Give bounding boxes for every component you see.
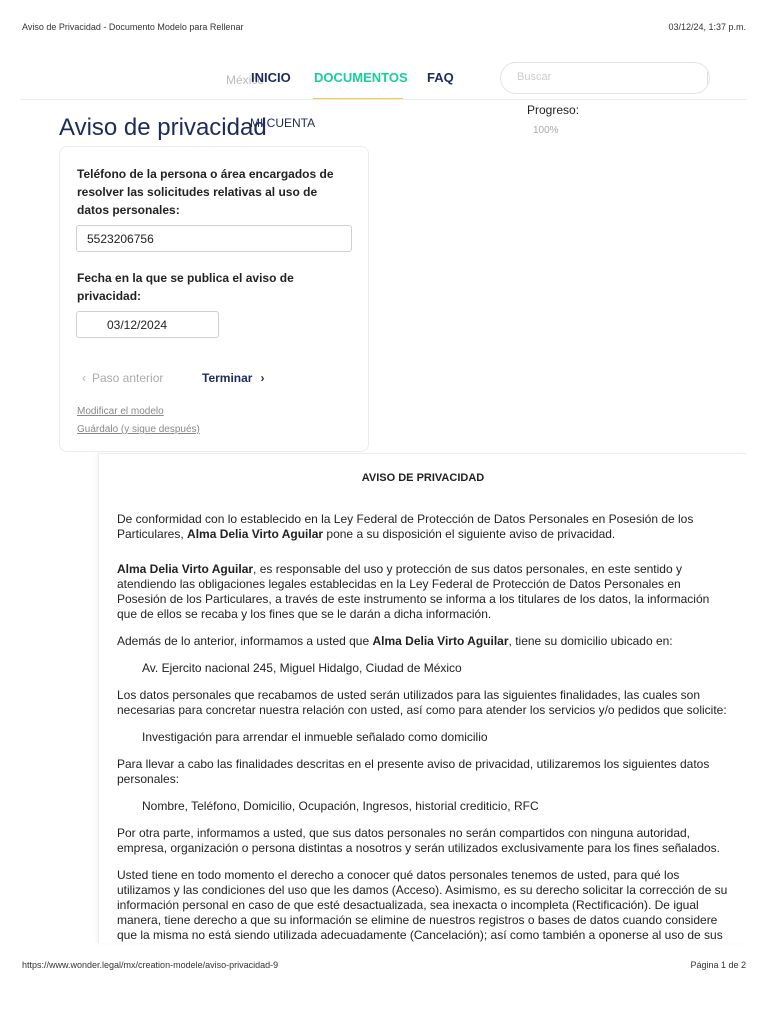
document-paragraph: De conformidad con lo establecido en la Ley Federal de Protección de Datos Personales en Posesión de los Particulares, Alma Delia Virto Aguilar pone a su disposición el siguiente aviso de privacidad. <box>117 512 694 541</box>
nav-documentos[interactable]: DOCUMENTOS <box>314 70 408 85</box>
phone-field-label: Teléfono de la persona o área encargados de resolver las solicitudes relativas al uso de datos personales: <box>77 167 334 217</box>
print-title: Aviso de Privacidad - Documento Modelo para Rellenar <box>22 22 244 32</box>
previous-step-label: Paso anterior <box>92 371 164 385</box>
document-address: Av. Ejercito nacional 245, Miguel Hidalgo, Ciudad de México <box>142 661 462 675</box>
print-page-number: Página 1 de 2 <box>690 960 746 970</box>
form-card <box>59 146 369 452</box>
modify-model-link[interactable]: Modificar el modelo <box>77 406 164 417</box>
nav-divider <box>20 99 746 100</box>
document-paragraph: Además de lo anterior, informamos a usted que Alma Delia Virto Aguilar, tiene su domicilio ubicado en: <box>117 634 673 648</box>
document-paragraph: Para llevar a cabo las finalidades descritas en el presente aviso de privacidad, utilizaremos los siguientes datos personales: <box>117 757 710 786</box>
document-paragraph: Los datos personales que recabamos de usted serán utilizados para las siguientes finalidades, las cuales son necesarias para concretar nuestra relación con usted, así como para atender los servicios y/o pedidos que solicite: <box>117 688 727 717</box>
previous-step-button[interactable] <box>82 371 163 385</box>
document-paragraph: Por otra parte, informamos a usted, que sus datos personales no serán compartidos con ninguna autoridad, empresa, organización o persona distintas a nosotros y serán utilizados exclusivamente para los fines señalados. <box>117 826 720 855</box>
document-preview <box>98 453 746 943</box>
progress-value: 100% <box>533 125 559 136</box>
owner-name: Alma Delia Virto Aguilar <box>117 562 254 576</box>
region-label[interactable]: México <box>226 73 265 87</box>
account-link[interactable]: MI CUENTA <box>250 116 316 130</box>
date-field[interactable] <box>76 311 219 338</box>
document-purpose: Investigación para arrendar el inmueble señalado como domicilio <box>142 730 488 744</box>
print-url: https://www.wonder.legal/mx/creation-modele/aviso-privacidad-9 <box>22 960 279 970</box>
print-datetime: 03/12/24, 1:37 p.m. <box>668 22 746 32</box>
document-paragraph: Alma Delia Virto Aguilar, es responsable del uso y protección de sus datos personales, en este sentido y atendiendo las obligaciones legales establecidas en la Ley Federal de Protección de Datos Personales en Posesión de los Particulares, a través de este instrumento se informa a los titulares de los datos, la información que de ellos se recaba y los fines que se le darán a dicha información. <box>117 562 710 621</box>
phone-field[interactable] <box>76 225 352 252</box>
print-footer <box>22 960 746 970</box>
nav-inicio[interactable]: INICIO <box>251 70 291 85</box>
search-input[interactable] <box>500 62 710 94</box>
owner-name: Alma Delia Virto Aguilar <box>187 527 324 541</box>
search-placeholder: Buscar <box>517 71 552 83</box>
document-data-list: Nombre, Teléfono, Domicilio, Ocupación, Ingresos, historial crediticio, RFC <box>142 799 539 813</box>
document-paragraph: Usted tiene en todo momento el derecho a conocer qué datos personales tenemos de usted, para qué los utilizamos y las condiciones del uso que les damos (Acceso). Asimismo, es su derecho solicitar la corrección de su información personal en caso de que esté desactualizada, sea inexacta o incompleta (Rectificación). De igual manera, tiene derecho a que su información se elimine de nuestros registros o bases de datos cuando considere que la misma no está siendo utilizada adecuadamente (Cancelación); así como también a oponerse al uso de sus <box>117 868 728 942</box>
page-title: Aviso de privacidad <box>59 114 267 141</box>
finish-button[interactable] <box>202 371 264 385</box>
date-field-label: Fecha en la que se publica el aviso de privacidad: <box>77 271 294 303</box>
owner-name: Alma Delia Virto Aguilar <box>372 634 509 648</box>
chevron-right-icon: › <box>260 371 265 385</box>
nav-faq[interactable]: FAQ <box>427 70 454 85</box>
finish-label: Terminar <box>202 371 253 385</box>
print-header <box>22 22 746 32</box>
progress-label: Progreso: <box>527 103 580 117</box>
save-continue-link[interactable]: Guárdalo (y sigue después) <box>77 424 200 435</box>
chevron-left-icon: ‹ <box>82 371 86 385</box>
search-divider <box>707 72 708 84</box>
document-heading: AVISO DE PRIVACIDAD <box>361 472 485 484</box>
top-nav <box>0 68 768 100</box>
